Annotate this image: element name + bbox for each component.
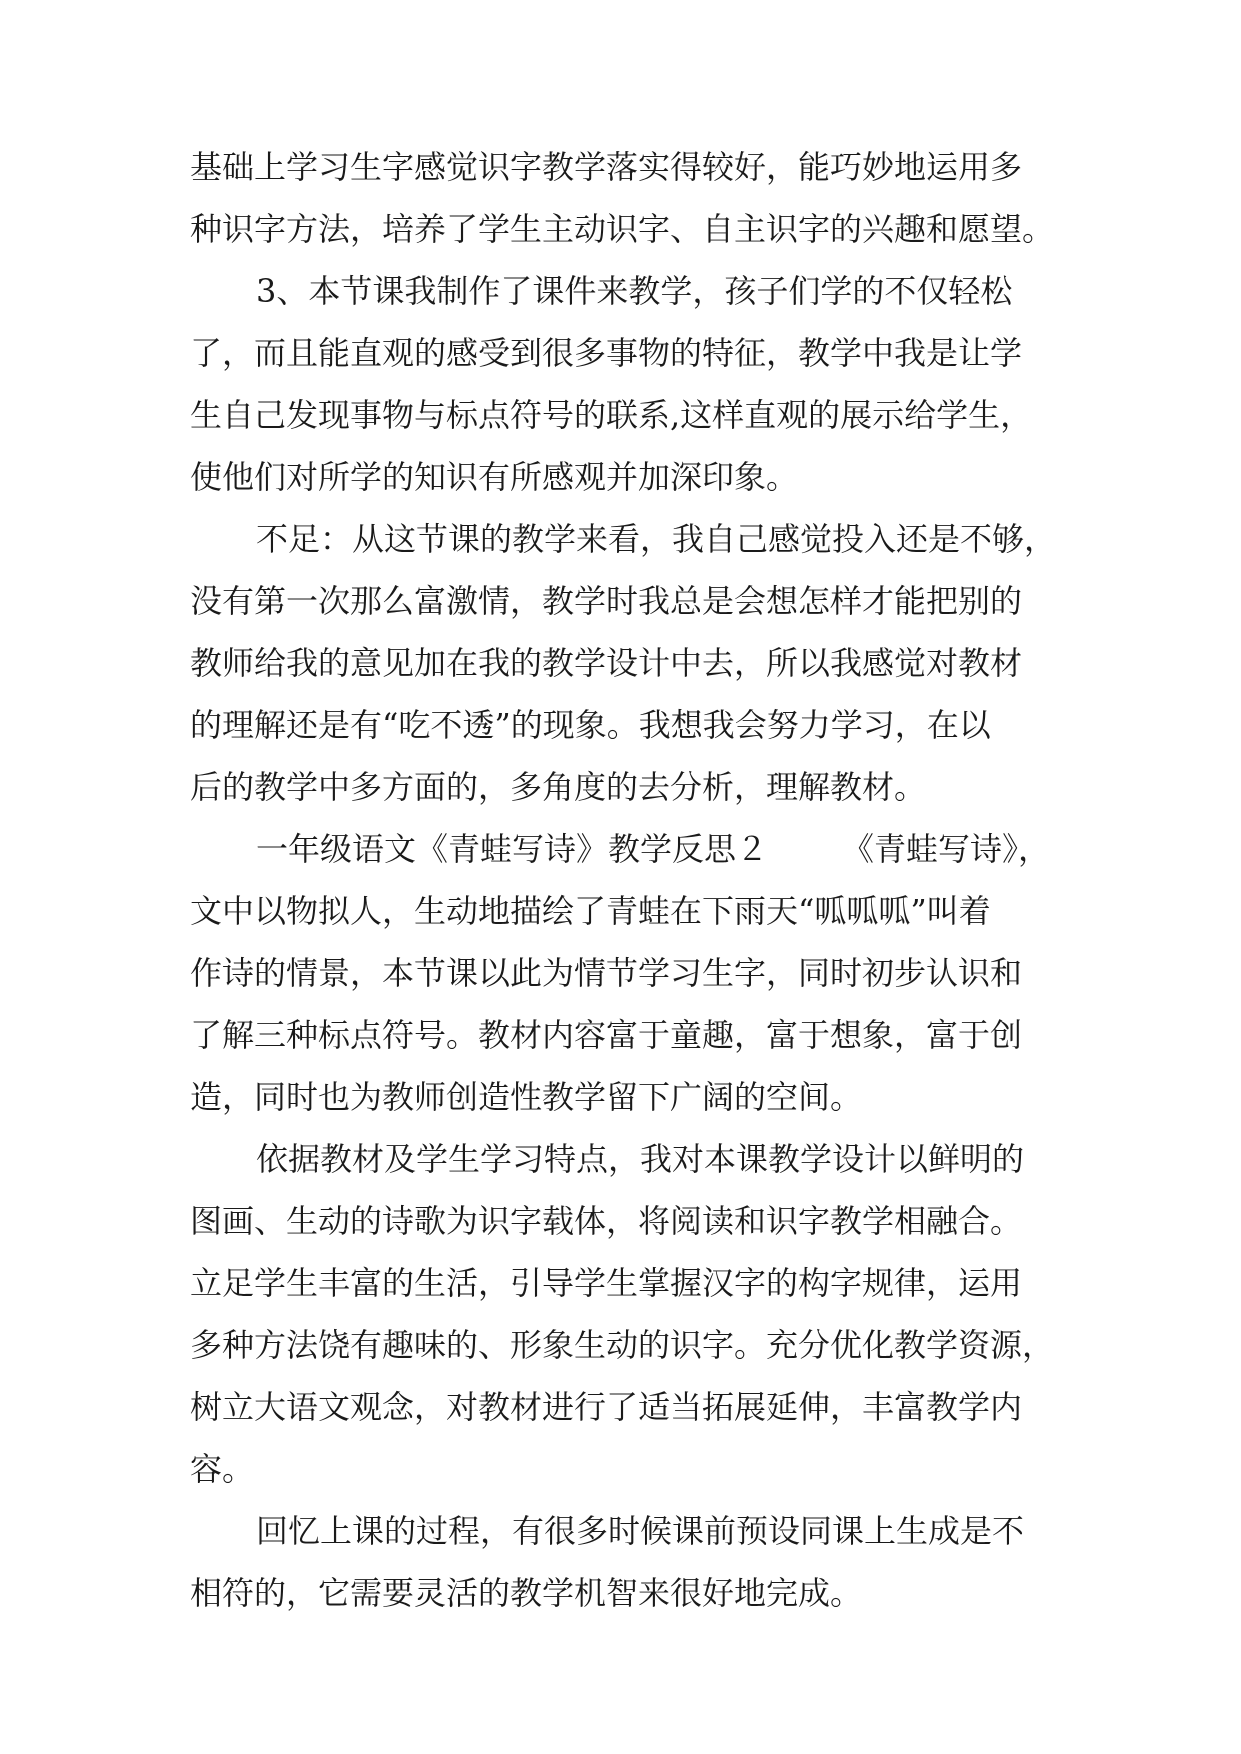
text-line: 文中以物拟人，生动地描绘了青蛙在下雨天“呱呱呱”叫着 bbox=[190, 892, 991, 930]
section-lead-text: 《青蛙写诗》， bbox=[842, 830, 1051, 868]
paragraph-start-line: 不足：从这节课的教学来看，我自己感觉投入还是不够， bbox=[256, 520, 1057, 558]
text-line: 树立大语文观念，对教材进行了适当拓展延伸，丰富教学内 bbox=[190, 1388, 1023, 1426]
text-line: 作诗的情景，本节课以此为情节学习生字，同时初步认识和 bbox=[190, 954, 1023, 992]
text-line: 图画、生动的诗歌为识字载体，将阅读和识字教学相融合。 bbox=[190, 1202, 1023, 1240]
text-line: 生自己发现事物与标点符号的联系,这样直观的展示给学生， bbox=[190, 396, 1033, 434]
text-line: 的理解还是有“吃不透”的现象。我想我会努力学习，在以 bbox=[190, 706, 991, 744]
text-line: 容。 bbox=[190, 1450, 255, 1488]
text-line: 使他们对所学的知识有所感观并加深印象。 bbox=[190, 458, 799, 496]
text-line: 了，而且能直观的感受到很多事物的特征，教学中我是让学 bbox=[190, 334, 1023, 372]
section-heading-line bbox=[256, 829, 1050, 869]
text-line: 相符的，它需要灵活的教学机智来很好地完成。 bbox=[190, 1574, 863, 1612]
paragraph-start-line: 回忆上课的过程，有很多时候课前预设同课上生成是不 bbox=[256, 1512, 1025, 1550]
section-heading: 一年级语文《青蛙写诗》教学反思２ bbox=[256, 830, 769, 868]
text-line: 基础上学习生字感觉识字教学落实得较好，能巧妙地运用多 bbox=[190, 148, 1023, 186]
text-line: 没有第一次那么富激情，教学时我总是会想怎样才能把别的 bbox=[190, 582, 1023, 620]
text-line: 教师给我的意见加在我的教学设计中去，所以我感觉对教材 bbox=[190, 644, 1023, 682]
paragraph-start-line: 依据教材及学生学习特点，我对本课教学设计以鲜明的 bbox=[256, 1140, 1025, 1178]
text-line: 了解三种标点符号。教材内容富于童趣，富于想象，富于创 bbox=[190, 1016, 1023, 1054]
text-line: 立足学生丰富的生活，引导学生掌握汉字的构字规律，运用 bbox=[190, 1264, 1023, 1302]
text-line: 造，同时也为教师创造性教学留下广阔的空间。 bbox=[190, 1078, 863, 1116]
text-line: 多种方法饶有趣味的、形象生动的识字。充分优化教学资源， bbox=[190, 1326, 1055, 1364]
text-line: 种识字方法，培养了学生主动识字、自主识字的兴趣和愿望。 bbox=[190, 210, 1055, 248]
text-line: 后的教学中多方面的，多角度的去分析，理解教材。 bbox=[190, 768, 927, 806]
paragraph-start-line: 3、本节课我制作了课件来教学，孩子们学的不仅轻松 bbox=[256, 272, 1013, 310]
